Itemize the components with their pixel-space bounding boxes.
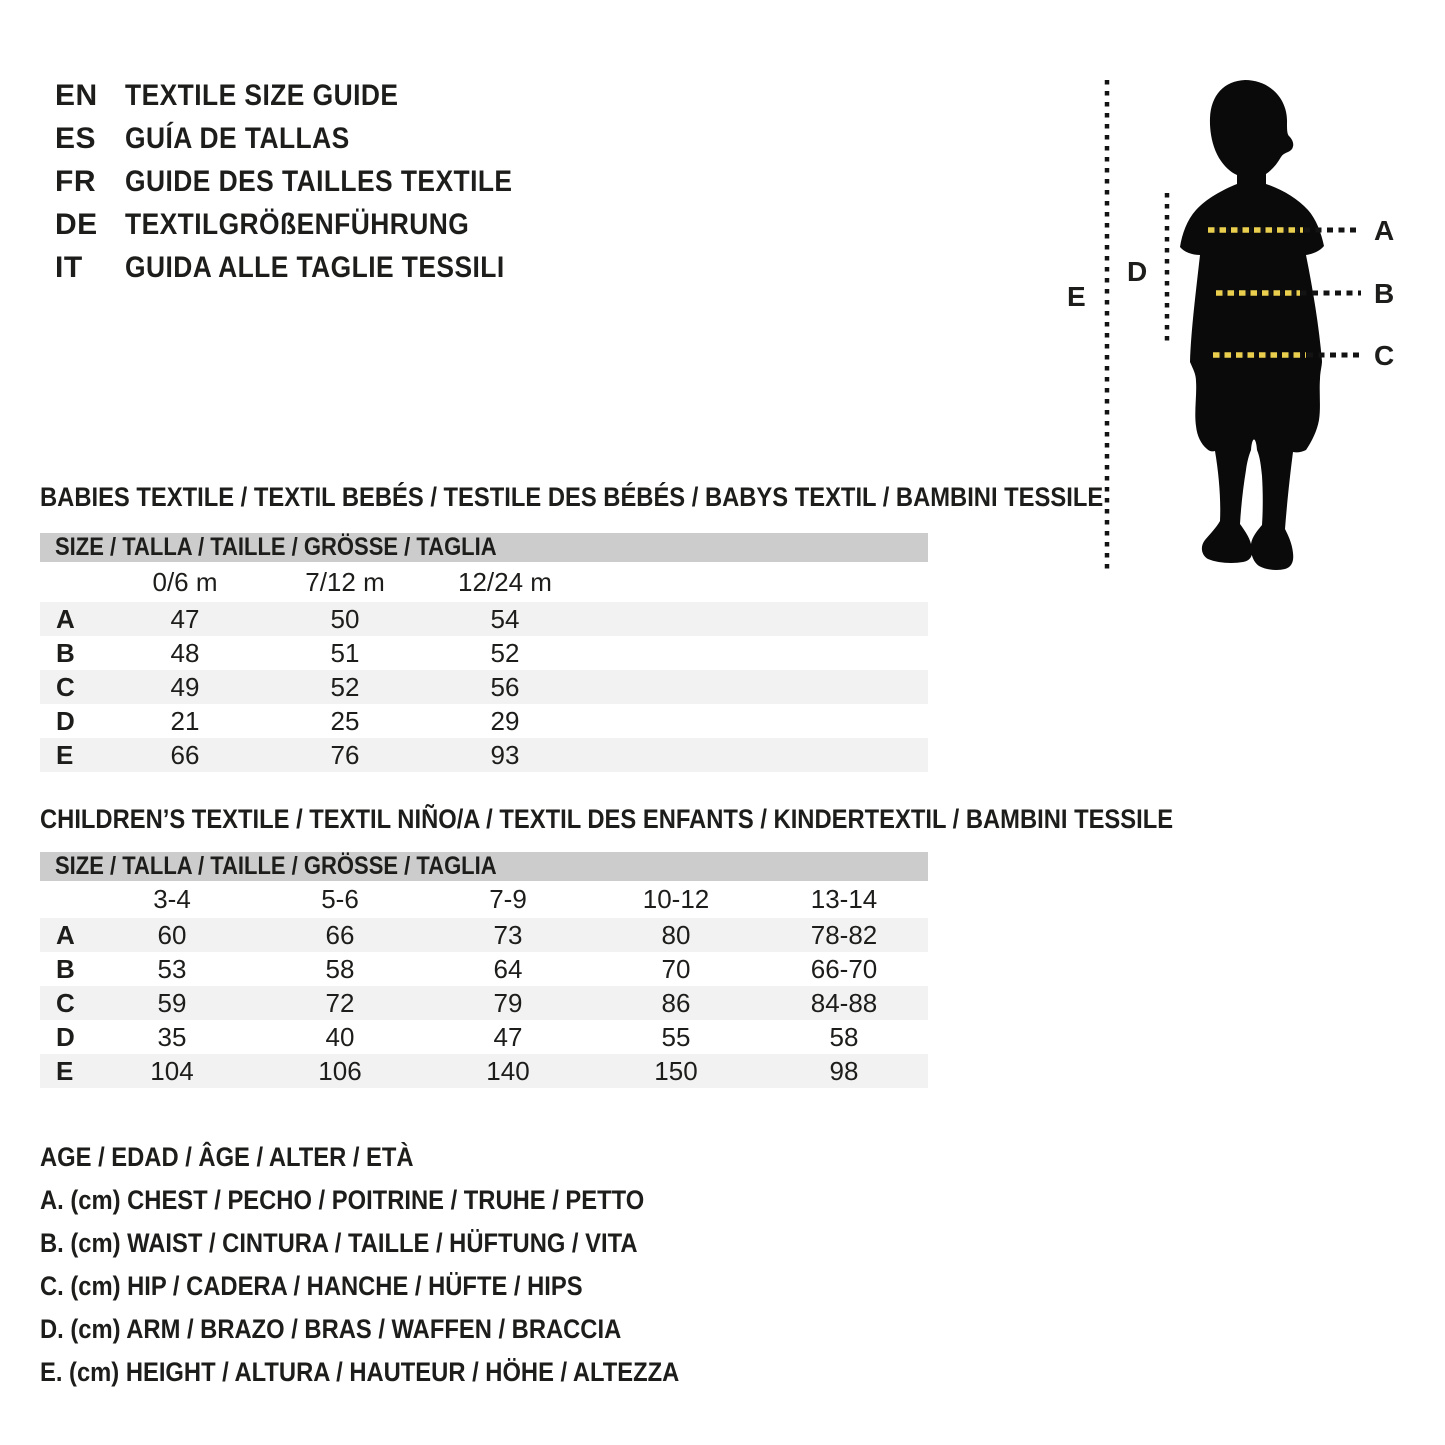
table-cell: 98 [829, 1055, 859, 1086]
table-cell: 106 [318, 1055, 362, 1086]
children-section-heading [40, 804, 1328, 835]
legend-line-chest [40, 1179, 766, 1222]
measurement-legend [40, 1136, 766, 1394]
language-code: FR [55, 164, 96, 198]
legend-text: D. (cm) ARM / BRAZO / BRAS / WAFFEN / BRACCIA [40, 1314, 622, 1344]
table-row-b [40, 952, 928, 986]
table-cell: 25 [330, 705, 360, 736]
row-label: C [56, 671, 75, 702]
table-cell: 49 [170, 671, 200, 702]
legend-text: AGE / EDAD / ÂGE / ALTER / ETÀ [40, 1142, 414, 1172]
table-row-c [40, 670, 928, 704]
guide-title: GUÍA DE TALLAS [125, 121, 350, 155]
table-cell: 79 [493, 987, 523, 1018]
legend-line-height [40, 1351, 766, 1394]
guide-title: GUIDE DES TAILLES TEXTILE [125, 164, 513, 198]
size-header-label: SIZE / TALLA / TAILLE / GRÖSSE / TAGLIA [55, 533, 497, 561]
table-cell: 66-70 [810, 953, 878, 984]
table-cell: 58 [325, 953, 355, 984]
table-cell: 93 [490, 739, 520, 770]
babies-size-table [40, 533, 928, 772]
row-label: A [56, 919, 75, 950]
column-header: 13-14 [810, 884, 878, 914]
label-waist: B [1374, 278, 1395, 309]
column-header: 5-6 [321, 884, 359, 914]
row-label: B [56, 953, 75, 984]
table-cell: 72 [325, 987, 355, 1018]
language-code: DE [55, 207, 98, 241]
legend-text: C. (cm) HIP / CADERA / HANCHE / HÜFTE / HIPS [40, 1271, 583, 1301]
table-cell: 60 [157, 919, 187, 950]
table-cell: 54 [490, 603, 520, 634]
legend-line-waist [40, 1222, 766, 1265]
table-cell: 56 [490, 671, 520, 702]
row-label: A [56, 603, 75, 634]
row-label: E [56, 739, 74, 770]
label-hip: C [1374, 340, 1395, 371]
legend-text: E. (cm) HEIGHT / ALTURA / HAUTEUR / HÖHE / ALTEZZA [40, 1357, 680, 1387]
table-cell: 66 [170, 739, 200, 770]
size-header-bar [40, 533, 928, 562]
table-cell: 84-88 [810, 987, 878, 1018]
table-cell: 66 [325, 919, 355, 950]
table-cell: 76 [330, 739, 360, 770]
table-cell: 53 [157, 953, 187, 984]
size-header-bar [40, 852, 928, 881]
column-header: 0/6 m [152, 566, 218, 597]
table-row-d [40, 1020, 928, 1054]
row-label: D [56, 705, 75, 736]
language-header [55, 74, 565, 289]
table-cell: 21 [170, 705, 200, 736]
row-label: B [56, 637, 75, 668]
babies-heading-text: BABIES TEXTILE / TEXTIL BEBÉS / TESTILE DES BÉBÉS / BABYS TEXTIL / BAMBINI TESSILE [40, 482, 1104, 512]
table-cell: 64 [493, 953, 523, 984]
table-cell: 35 [157, 1021, 187, 1052]
legend-line-arm [40, 1308, 766, 1351]
legend-text: A. (cm) CHEST / PECHO / POITRINE / TRUHE / PETTO [40, 1185, 645, 1215]
label-chest: A [1374, 215, 1395, 246]
children-column-header-row [40, 881, 928, 918]
table-cell: 104 [150, 1055, 194, 1086]
table-cell: 51 [330, 637, 360, 668]
table-cell: 58 [829, 1021, 859, 1052]
table-row-d [40, 704, 928, 738]
table-cell: 52 [330, 671, 360, 702]
legend-line-age [40, 1136, 766, 1179]
language-row-fr [55, 160, 565, 203]
table-cell: 47 [493, 1021, 523, 1052]
guide-title: GUIDA ALLE TAGLIE TESSILI [125, 250, 505, 284]
table-cell: 29 [490, 705, 520, 736]
children-heading-text: CHILDREN’S TEXTILE / TEXTIL NIÑO/A / TEXTIL DES ENFANTS / KINDERTEXTIL / BAMBINI TESSILE [40, 804, 1174, 834]
table-row-a [40, 918, 928, 952]
table-cell: 59 [157, 987, 187, 1018]
children-size-table [40, 852, 928, 1088]
row-label: C [56, 987, 75, 1018]
table-cell: 52 [490, 637, 520, 668]
language-code: EN [55, 78, 98, 112]
babies-section-heading [40, 482, 1248, 513]
table-cell: 86 [661, 987, 691, 1018]
label-arm: D [1127, 256, 1148, 287]
language-row-de [55, 203, 565, 246]
column-header: 10-12 [642, 884, 710, 914]
table-cell: 55 [661, 1021, 691, 1052]
language-row-it [55, 246, 565, 289]
table-cell: 78-82 [810, 919, 878, 950]
table-cell: 47 [170, 603, 200, 634]
row-label: D [56, 1021, 75, 1052]
table-row-a [40, 602, 928, 636]
table-cell: 70 [661, 953, 691, 984]
legend-text: B. (cm) WAIST / CINTURA / TAILLE / HÜFTUNG / VITA [40, 1228, 638, 1258]
label-height: E [1067, 281, 1086, 312]
table-row-b [40, 636, 928, 670]
table-cell: 73 [493, 919, 523, 950]
table-cell: 48 [170, 637, 200, 668]
language-row-en [55, 74, 565, 117]
table-row-e [40, 1054, 928, 1088]
table-cell: 140 [486, 1055, 530, 1086]
guide-title: TEXTILGRÖßENFÜHRUNG [125, 207, 470, 241]
child-silhouette-figure [1060, 55, 1445, 600]
language-row-es [55, 117, 565, 160]
language-code: IT [55, 250, 83, 284]
column-header: 12/24 m [458, 566, 552, 597]
size-header-label: SIZE / TALLA / TAILLE / GRÖSSE / TAGLIA [55, 852, 497, 880]
table-cell: 80 [661, 919, 691, 950]
column-header: 7-9 [489, 884, 527, 914]
column-header: 3-4 [153, 884, 191, 914]
row-label: E [56, 1055, 74, 1086]
column-header: 7/12 m [305, 566, 385, 597]
table-row-c [40, 986, 928, 1020]
legend-line-hip [40, 1265, 766, 1308]
guide-title: TEXTILE SIZE GUIDE [125, 78, 399, 112]
babies-column-header-row [40, 562, 928, 602]
table-cell: 50 [330, 603, 360, 634]
table-cell: 40 [325, 1021, 355, 1052]
table-row-e [40, 738, 928, 772]
table-cell: 150 [654, 1055, 698, 1086]
language-code: ES [55, 121, 97, 155]
